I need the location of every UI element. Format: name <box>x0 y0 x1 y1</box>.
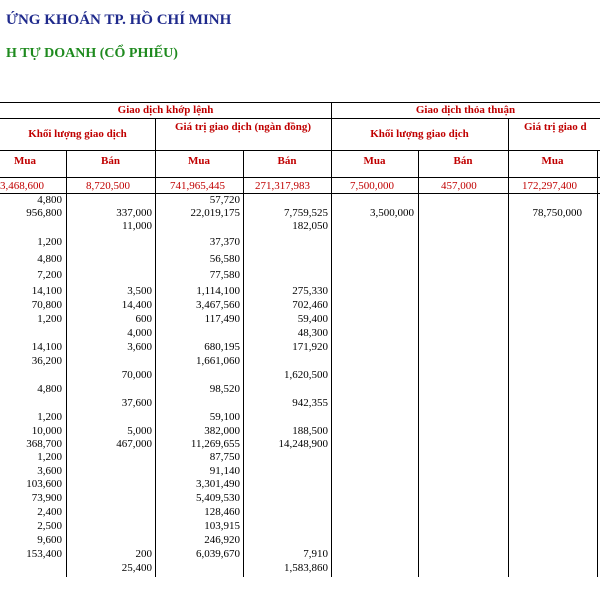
table-cell: 956,800 <box>26 207 62 219</box>
table-cell: 702,460 <box>292 299 328 311</box>
table-cell: 36,200 <box>31 355 62 367</box>
table-cell: 2,400 <box>37 506 62 518</box>
header-kl-gd-2: Khối lượng giao dịch <box>370 128 469 140</box>
table-cell: 57,720 <box>209 194 240 206</box>
table-cell: 200 <box>135 548 152 560</box>
total-kl-mua: 3,468,600 <box>0 180 44 192</box>
table-cell: 128,460 <box>204 506 240 518</box>
table-cell: 182,050 <box>292 220 328 232</box>
table-cell: 7,759,525 <box>284 207 328 219</box>
total-tt-kl-ban: 457,000 <box>441 180 477 192</box>
table-cell: 14,100 <box>31 285 62 297</box>
rule <box>0 193 600 194</box>
table-cell: 14,248,900 <box>278 438 328 450</box>
table-cell: 5,000 <box>127 425 152 437</box>
table-cell: 7,910 <box>303 548 328 560</box>
table-cell: 98,520 <box>209 383 240 395</box>
table-cell: 87,750 <box>209 451 240 463</box>
rule <box>0 102 600 103</box>
rule <box>0 118 600 119</box>
total-tt-gt-mua: 172,297,400 <box>522 180 577 192</box>
rule <box>155 118 156 577</box>
header-ban: Bán <box>277 155 297 167</box>
table-cell: 4,000 <box>127 327 152 339</box>
header-gt-gd-2: Giá trị giao d <box>524 121 587 133</box>
table-cell: 70,000 <box>121 369 152 381</box>
table-cell: 59,100 <box>209 411 240 423</box>
rule <box>243 150 244 577</box>
table-cell: 59,400 <box>297 313 328 325</box>
table-cell: 3,467,560 <box>196 299 240 311</box>
table-cell: 6,039,670 <box>196 548 240 560</box>
table-cell: 9,600 <box>37 534 62 546</box>
table-cell: 78,750,000 <box>532 207 582 219</box>
table-cell: 1,620,500 <box>284 369 328 381</box>
total-tt-kl-mua: 7,500,000 <box>350 180 394 192</box>
table-cell: 70,800 <box>31 299 62 311</box>
table-cell: 3,600 <box>37 465 62 477</box>
table-cell: 1,200 <box>37 411 62 423</box>
table-cell: 1,583,860 <box>284 562 328 574</box>
table-cell: 3,600 <box>127 341 152 353</box>
table-cell: 77,580 <box>209 269 240 281</box>
table-cell: 56,580 <box>209 253 240 265</box>
table-cell: 103,915 <box>204 520 240 532</box>
rule <box>66 150 67 577</box>
table-cell: 368,700 <box>26 438 62 450</box>
table-cell: 11,000 <box>122 220 152 232</box>
total-gt-ban: 271,317,983 <box>255 180 310 192</box>
report-title: ỨNG KHOÁN TP. HỒ CHÍ MINH <box>6 12 232 28</box>
table-cell: 4,800 <box>37 194 62 206</box>
table-cell: 37,600 <box>121 397 152 409</box>
table-cell: 14,400 <box>121 299 152 311</box>
table-cell: 1,200 <box>37 451 62 463</box>
rule <box>0 177 600 178</box>
table-cell: 91,140 <box>209 465 240 477</box>
table-cell: 942,355 <box>292 397 328 409</box>
rule <box>0 150 600 151</box>
header-thoa-thuan: Giao dịch thỏa thuận <box>415 104 516 116</box>
rule <box>597 150 598 577</box>
table-cell: 4,800 <box>37 383 62 395</box>
table-cell: 3,500 <box>127 285 152 297</box>
table-cell: 153,400 <box>26 548 62 560</box>
header-gt-gd: Giá trị giao dịch (ngàn đồng) <box>175 121 311 133</box>
rule <box>508 118 509 577</box>
table-cell: 680,195 <box>204 341 240 353</box>
rule <box>418 150 419 577</box>
table-cell: 2,500 <box>37 520 62 532</box>
table-cell: 1,661,060 <box>196 355 240 367</box>
header-mua: Mua <box>541 155 564 167</box>
header-khop-lenh: Giao dịch khớp lệnh <box>117 104 214 116</box>
table-cell: 11,269,655 <box>190 438 240 450</box>
rule <box>331 102 332 577</box>
table-cell: 25,400 <box>121 562 152 574</box>
table-cell: 103,600 <box>26 478 62 490</box>
table-cell: 188,500 <box>292 425 328 437</box>
header-ban: Bán <box>101 155 120 167</box>
table-cell: 600 <box>135 313 152 325</box>
table-cell: 37,370 <box>209 236 240 248</box>
table-cell: 275,330 <box>292 285 328 297</box>
table-cell: 3,301,490 <box>196 478 240 490</box>
header-mua: Mua <box>188 155 210 167</box>
table-cell: 117,490 <box>204 313 240 325</box>
header-ban: Bán <box>453 155 473 167</box>
table-cell: 73,900 <box>31 492 62 504</box>
table-cell: 10,000 <box>31 425 62 437</box>
table-cell: 467,000 <box>116 438 152 450</box>
table-cell: 3,500,000 <box>370 207 414 219</box>
table-cell: 48,300 <box>297 327 328 339</box>
table-cell: 4,800 <box>37 253 62 265</box>
report-subtitle: H TỰ DOANH (CỔ PHIẾU) <box>6 46 178 61</box>
table-cell: 14,100 <box>31 341 62 353</box>
table-cell: 382,000 <box>204 425 240 437</box>
table-cell: 246,920 <box>204 534 240 546</box>
table-cell: 22,019,175 <box>190 207 240 219</box>
table-cell: 337,000 <box>116 207 152 219</box>
total-gt-mua: 741,965,445 <box>170 180 225 192</box>
header-mua: Mua <box>14 155 36 167</box>
table-cell: 5,409,530 <box>196 492 240 504</box>
table-cell: 1,200 <box>37 313 62 325</box>
total-kl-ban: 8,720,500 <box>86 180 130 192</box>
table-cell: 1,114,100 <box>196 285 240 297</box>
table-cell: 7,200 <box>37 269 62 281</box>
header-kl-gd: Khối lượng giao dịch <box>28 128 127 140</box>
table-cell: 171,920 <box>292 341 328 353</box>
header-mua: Mua <box>363 155 386 167</box>
table-cell: 1,200 <box>37 236 62 248</box>
